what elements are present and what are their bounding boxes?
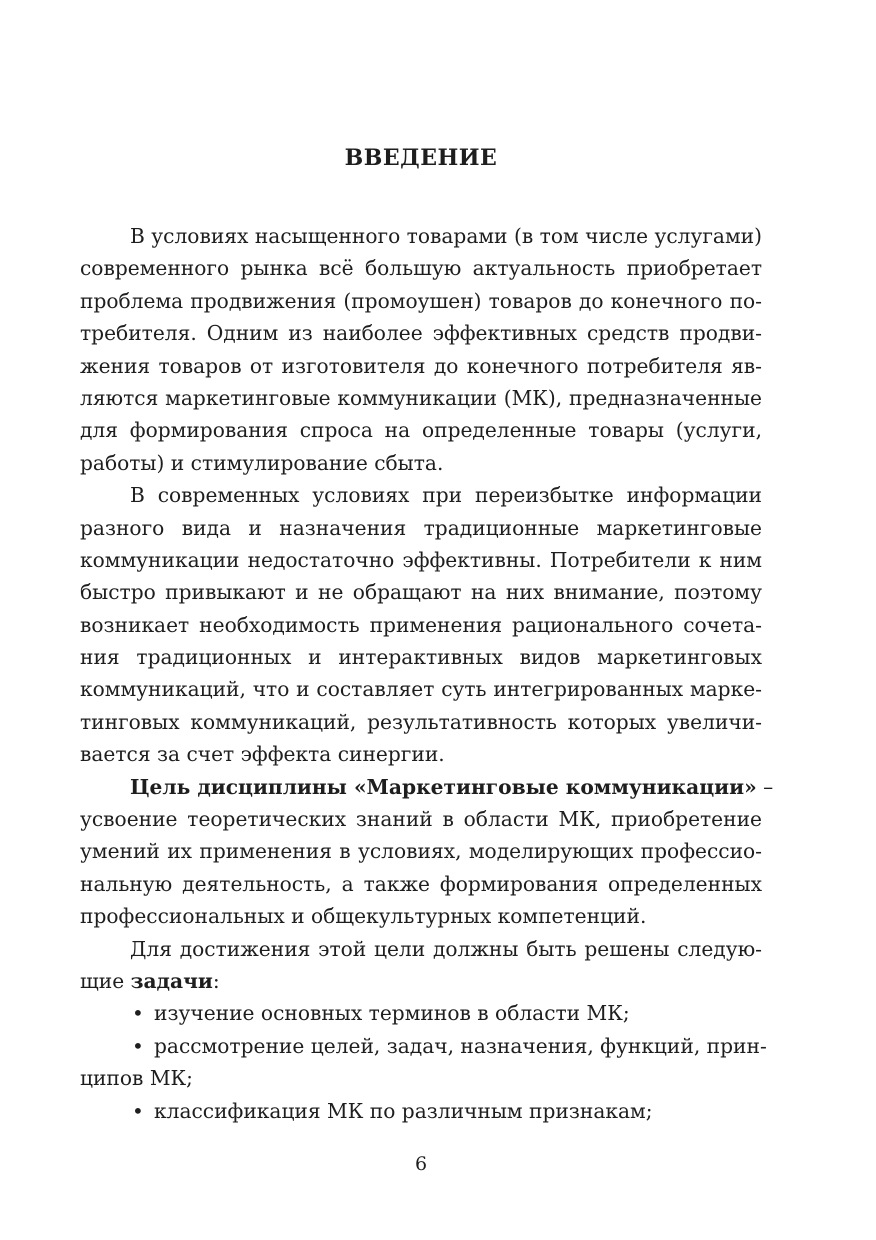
document-page (80, 0, 774, 1240)
paragraph-course-goal (80, 771, 774, 933)
list-item-text: рассмотрение целей, задач, назначения, функций, прин- (154, 1033, 767, 1058)
text-line: В условиях насыщенного товарами (в том числе услугами) (130, 224, 762, 248)
text-line: коммуникации недостаточно эффективны. Потребители к ним (80, 547, 762, 572)
text-line (80, 965, 762, 997)
bullet-icon: • (132, 1033, 144, 1058)
list-item-text: изучение основных терминов в области МК; (154, 1001, 630, 1026)
text-line: разного вида и назначения традиционные маркетинговые (80, 515, 762, 540)
text-line (80, 771, 774, 803)
page-title: ВВЕДЕНИЕ (344, 145, 498, 171)
page-number: 6 (414, 1153, 428, 1175)
text-line: коммуникаций, что и составляет суть интегрированных марке- (80, 677, 762, 702)
list-item-text: классификация МК по различным признакам; (154, 1098, 653, 1123)
paragraph-modern-conditions (80, 479, 762, 771)
list-item-continuation: ципов МК; (80, 1066, 193, 1091)
text-line: В современных условиях при переизбытке информации (130, 483, 762, 508)
goal-heading: Цель дисциплины «Маркетинговые коммуникации» (130, 774, 757, 799)
text-line: умений их применения в условиях, моделирующих профессио- (80, 839, 762, 864)
text-line: возникает необходимость применения рационального сочета- (80, 612, 762, 637)
tasks-list (80, 997, 767, 1127)
list-item (80, 997, 762, 1029)
text-line: требителя. Одним из наиболее эффективных средств продви- (80, 321, 762, 346)
paragraph-intro (80, 220, 762, 479)
text-line: жения товаров от изготовителя до конечного потребителя яв- (80, 353, 762, 378)
text-line: ния традиционных и интерактивных видов маркетинговых (80, 645, 762, 670)
tasks-colon: : (212, 968, 220, 993)
goal-dash: – (756, 774, 774, 799)
tasks-prefix: щие (80, 968, 131, 993)
tasks-keyword: задачи (130, 968, 213, 993)
text-line: Для достижения этой цели должны быть решены следую- (130, 936, 762, 961)
text-line: тинговых коммуникаций, результативность которых увеличи- (80, 709, 762, 734)
text-line: усвоение теоретических знаний в области МК, приобретение (80, 807, 762, 832)
list-item (80, 1030, 767, 1062)
text-line: ляются маркетинговые коммуникации (МК), предназначенные (80, 385, 762, 410)
bullet-icon: • (132, 1001, 144, 1026)
text-line: для формирования спроса на определенные товары (услуги, (80, 418, 762, 443)
text-line: нальную деятельность, а также формирования определенных (80, 871, 762, 896)
text-line: работы) и стимулирование сбыта. (80, 450, 444, 475)
bullet-icon: • (132, 1098, 144, 1123)
text-line: современного рынка всё большую актуальность приобретает (80, 256, 762, 281)
text-line: вается за счет эффекта синергии. (80, 742, 445, 767)
paragraph-tasks-intro (80, 933, 762, 998)
body-text (80, 220, 774, 1127)
list-item (80, 1095, 762, 1127)
text-line: быстро привыкают и не обращают на них внимание, поэтому (80, 580, 762, 605)
text-line: профессиональных и общекультурных компетенций. (80, 904, 647, 929)
text-line: проблема продвижения (промоушен) товаров до конечного по- (80, 288, 762, 313)
